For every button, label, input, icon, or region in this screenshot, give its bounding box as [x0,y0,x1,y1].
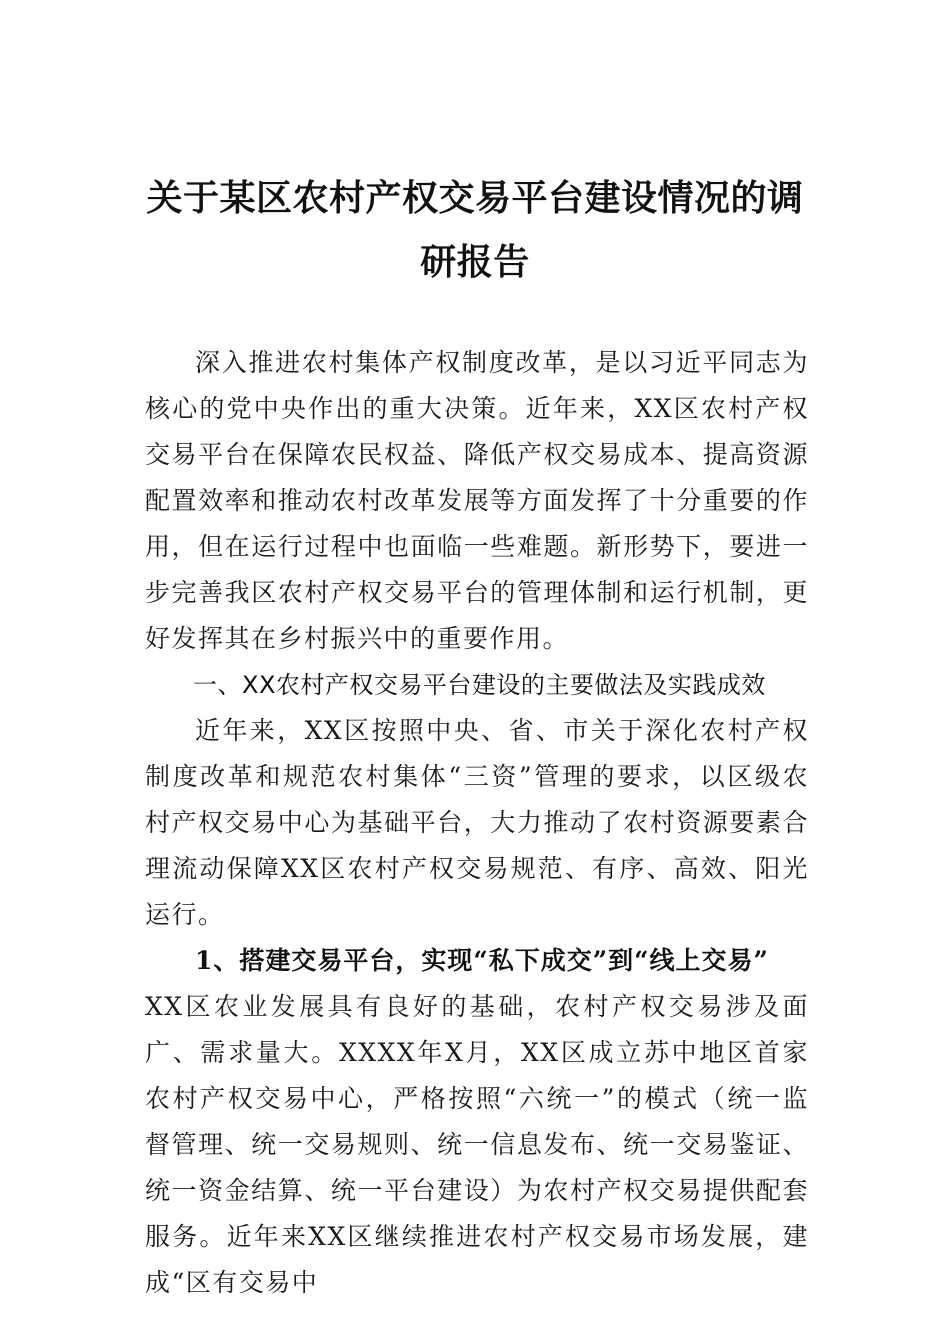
subsection-1-heading: 1、搭建交易平台，实现“私下成交”到“线上交易” [195,946,769,975]
intro-paragraph: 深入推进农村集体产权制度改革，是以习近平同志为核心的党中央作出的重大决策。近年来，XX区农村产权交易平台在保障农民权益、降低产权交易成本、提高资源配置效率和推动农村改革发展等方面发挥了十分重要的作用，但在运行过程中也面临一些难题。新形势下，要进一步完善我区农村产权交易平台的管理体制和运行机制，更好发挥其在乡村振兴中的重要作用。 [145,348,809,653]
document-title [145,166,805,294]
section-1-paragraph: 近年来，XX区按照中央、省、市关于深化农村产权制度改革和规范农村集体“三资”管理的要求，以区级农村产权交易中心为基础平台，大力推动了农村资源要素合理流动保障XX区农村产权交易规范、有序、高效、阳光运行。 [145,716,809,929]
title-line-2: 研报告 [420,241,530,283]
subsection-1-paragraph: XX区农业发展具有良好的基础，农村产权交易涉及面广、需求量大。XXXX年X月，XX区成立苏中地区首家农村产权交易中心，严格按照“六统一”的模式（统一监督管理、统一交易规则、统一信息发布、统一交易鉴证、统一资金结算、统一平台建设）为农村产权交易提供配套服务。近年来XX区继续推进农村产权交易市场发展，建成“区有交易中 [145,992,809,1297]
document-body [145,340,809,1306]
section-1-heading: 一、XX农村产权交易平台建设的主要做法及实践成效 [193,671,766,699]
title-line-1: 关于某区农村产权交易平台建设情况的调 [146,177,804,219]
